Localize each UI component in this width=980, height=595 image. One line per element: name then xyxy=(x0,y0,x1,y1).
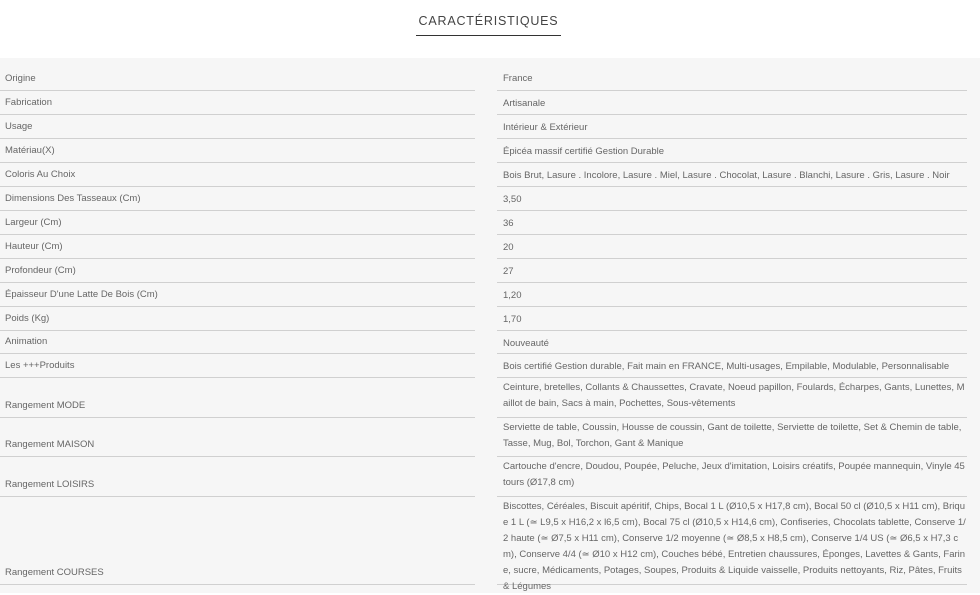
table-row xyxy=(0,66,980,91)
spec-value: 20 xyxy=(497,235,967,259)
table-row xyxy=(0,139,980,163)
spec-value: Bois Brut, Lasure . Incolore, Lasure . Miel, Lasure . Chocolat, Lasure . Blanchi, Lasure . Gris, Lasure . Noir xyxy=(497,163,967,187)
table-row xyxy=(0,497,980,592)
spec-value: Bois certifié Gestion durable, Fait main en FRANCE, Multi-usages, Empilable, Modulable, Personnalisable xyxy=(497,354,967,378)
spec-label: Profondeur (Cm) xyxy=(0,259,475,283)
tab-header xyxy=(0,0,980,58)
tab-characteristics[interactable]: CARACTÉRISTIQUES xyxy=(416,13,561,36)
spec-label: Rangement COURSES xyxy=(0,497,475,585)
spec-value: Serviette de table, Coussin, Housse de coussin, Gant de toilette, Serviette de toilette, Set & Chemin de table, Tasse, Mug, Bol, Torchon, Gant & Manique xyxy=(497,418,967,457)
spec-value: Ceinture, bretelles, Collants & Chaussettes, Cravate, Noeud papillon, Foulards, Écharpes, Gants, Lunettes, Maillot de bain, Sacs à main, Pochettes, Sous-vêtements xyxy=(497,378,967,418)
spec-label: Coloris Au Choix xyxy=(0,163,475,187)
specs-table xyxy=(0,58,980,593)
spec-value: Cartouche d'encre, Doudou, Poupée, Peluche, Jeux d'imitation, Loisirs créatifs, Poupée mannequin, Vinyle 45 tours (Ø17,8 cm) xyxy=(497,457,967,497)
spec-value: Épicéa massif certifié Gestion Durable xyxy=(497,139,967,163)
spec-label: Origine xyxy=(0,66,475,91)
spec-value: 27 xyxy=(497,259,967,283)
spec-value: 1,20 xyxy=(497,283,967,307)
table-row xyxy=(0,91,980,115)
table-row xyxy=(0,211,980,235)
table-row xyxy=(0,259,980,283)
spec-label: Usage xyxy=(0,115,475,139)
table-row xyxy=(0,115,980,139)
spec-value: 1,70 xyxy=(497,307,967,331)
spec-label: Rangement MAISON xyxy=(0,418,475,457)
spec-label: Largeur (Cm) xyxy=(0,211,475,235)
table-row xyxy=(0,418,980,457)
spec-value: Biscottes, Céréales, Biscuit apéritif, Chips, Bocal 1 L (Ø10,5 x H17,8 cm), Bocal 50 cl (Ø10,5 x H11 cm), Brique 1 L (≃ L9,5 x H16,2 x l6,5 cm), Bocal 75 cl (Ø10,5 x H14,6 cm), Confiseries, Chocolats tablette, Conserve 1/2 haute (≃ Ø7,5 x H11 cm), Conserve 1/2 moyenne (≃ Ø8,5 x H8,5 cm), Conserve 1/4 US (≃ Ø6,5 x H7,3 cm), Conserve 4/4 (≃ Ø10 x H12 cm), Couches bébé, Entretien chaussures, Éponges, Lavettes & Gants, Farine, sucre, Médicaments, Potages, Soupes, Produits & Liquide vaisselle, Produits nettoyants, Riz, Pâtes, Fruits & Légumes xyxy=(497,497,967,585)
table-row xyxy=(0,283,980,307)
spec-label: Dimensions Des Tasseaux (Cm) xyxy=(0,187,475,211)
table-row xyxy=(0,378,980,418)
table-row xyxy=(0,307,980,331)
spec-label: Rangement LOISIRS xyxy=(0,457,475,497)
spec-label: Animation xyxy=(0,331,475,354)
spec-label: Les +++Produits xyxy=(0,354,475,378)
spec-label: Hauteur (Cm) xyxy=(0,235,475,259)
spec-label: Poids (Kg) xyxy=(0,307,475,331)
spec-label: Matériau(X) xyxy=(0,139,475,163)
table-row xyxy=(0,354,980,378)
spec-value: Artisanale xyxy=(497,91,967,115)
spec-label: Fabrication xyxy=(0,91,475,115)
spec-value: 36 xyxy=(497,211,967,235)
table-row xyxy=(0,235,980,259)
spec-label: Rangement MODE xyxy=(0,378,475,418)
spec-value: Nouveauté xyxy=(497,331,967,354)
table-row xyxy=(0,187,980,211)
table-row xyxy=(0,331,980,354)
spec-label: Épaisseur D'une Latte De Bois (Cm) xyxy=(0,283,475,307)
spec-value: France xyxy=(497,66,967,91)
spec-value: 3,50 xyxy=(497,187,967,211)
table-row xyxy=(0,163,980,187)
spec-value: Intérieur & Extérieur xyxy=(497,115,967,139)
table-row xyxy=(0,457,980,497)
